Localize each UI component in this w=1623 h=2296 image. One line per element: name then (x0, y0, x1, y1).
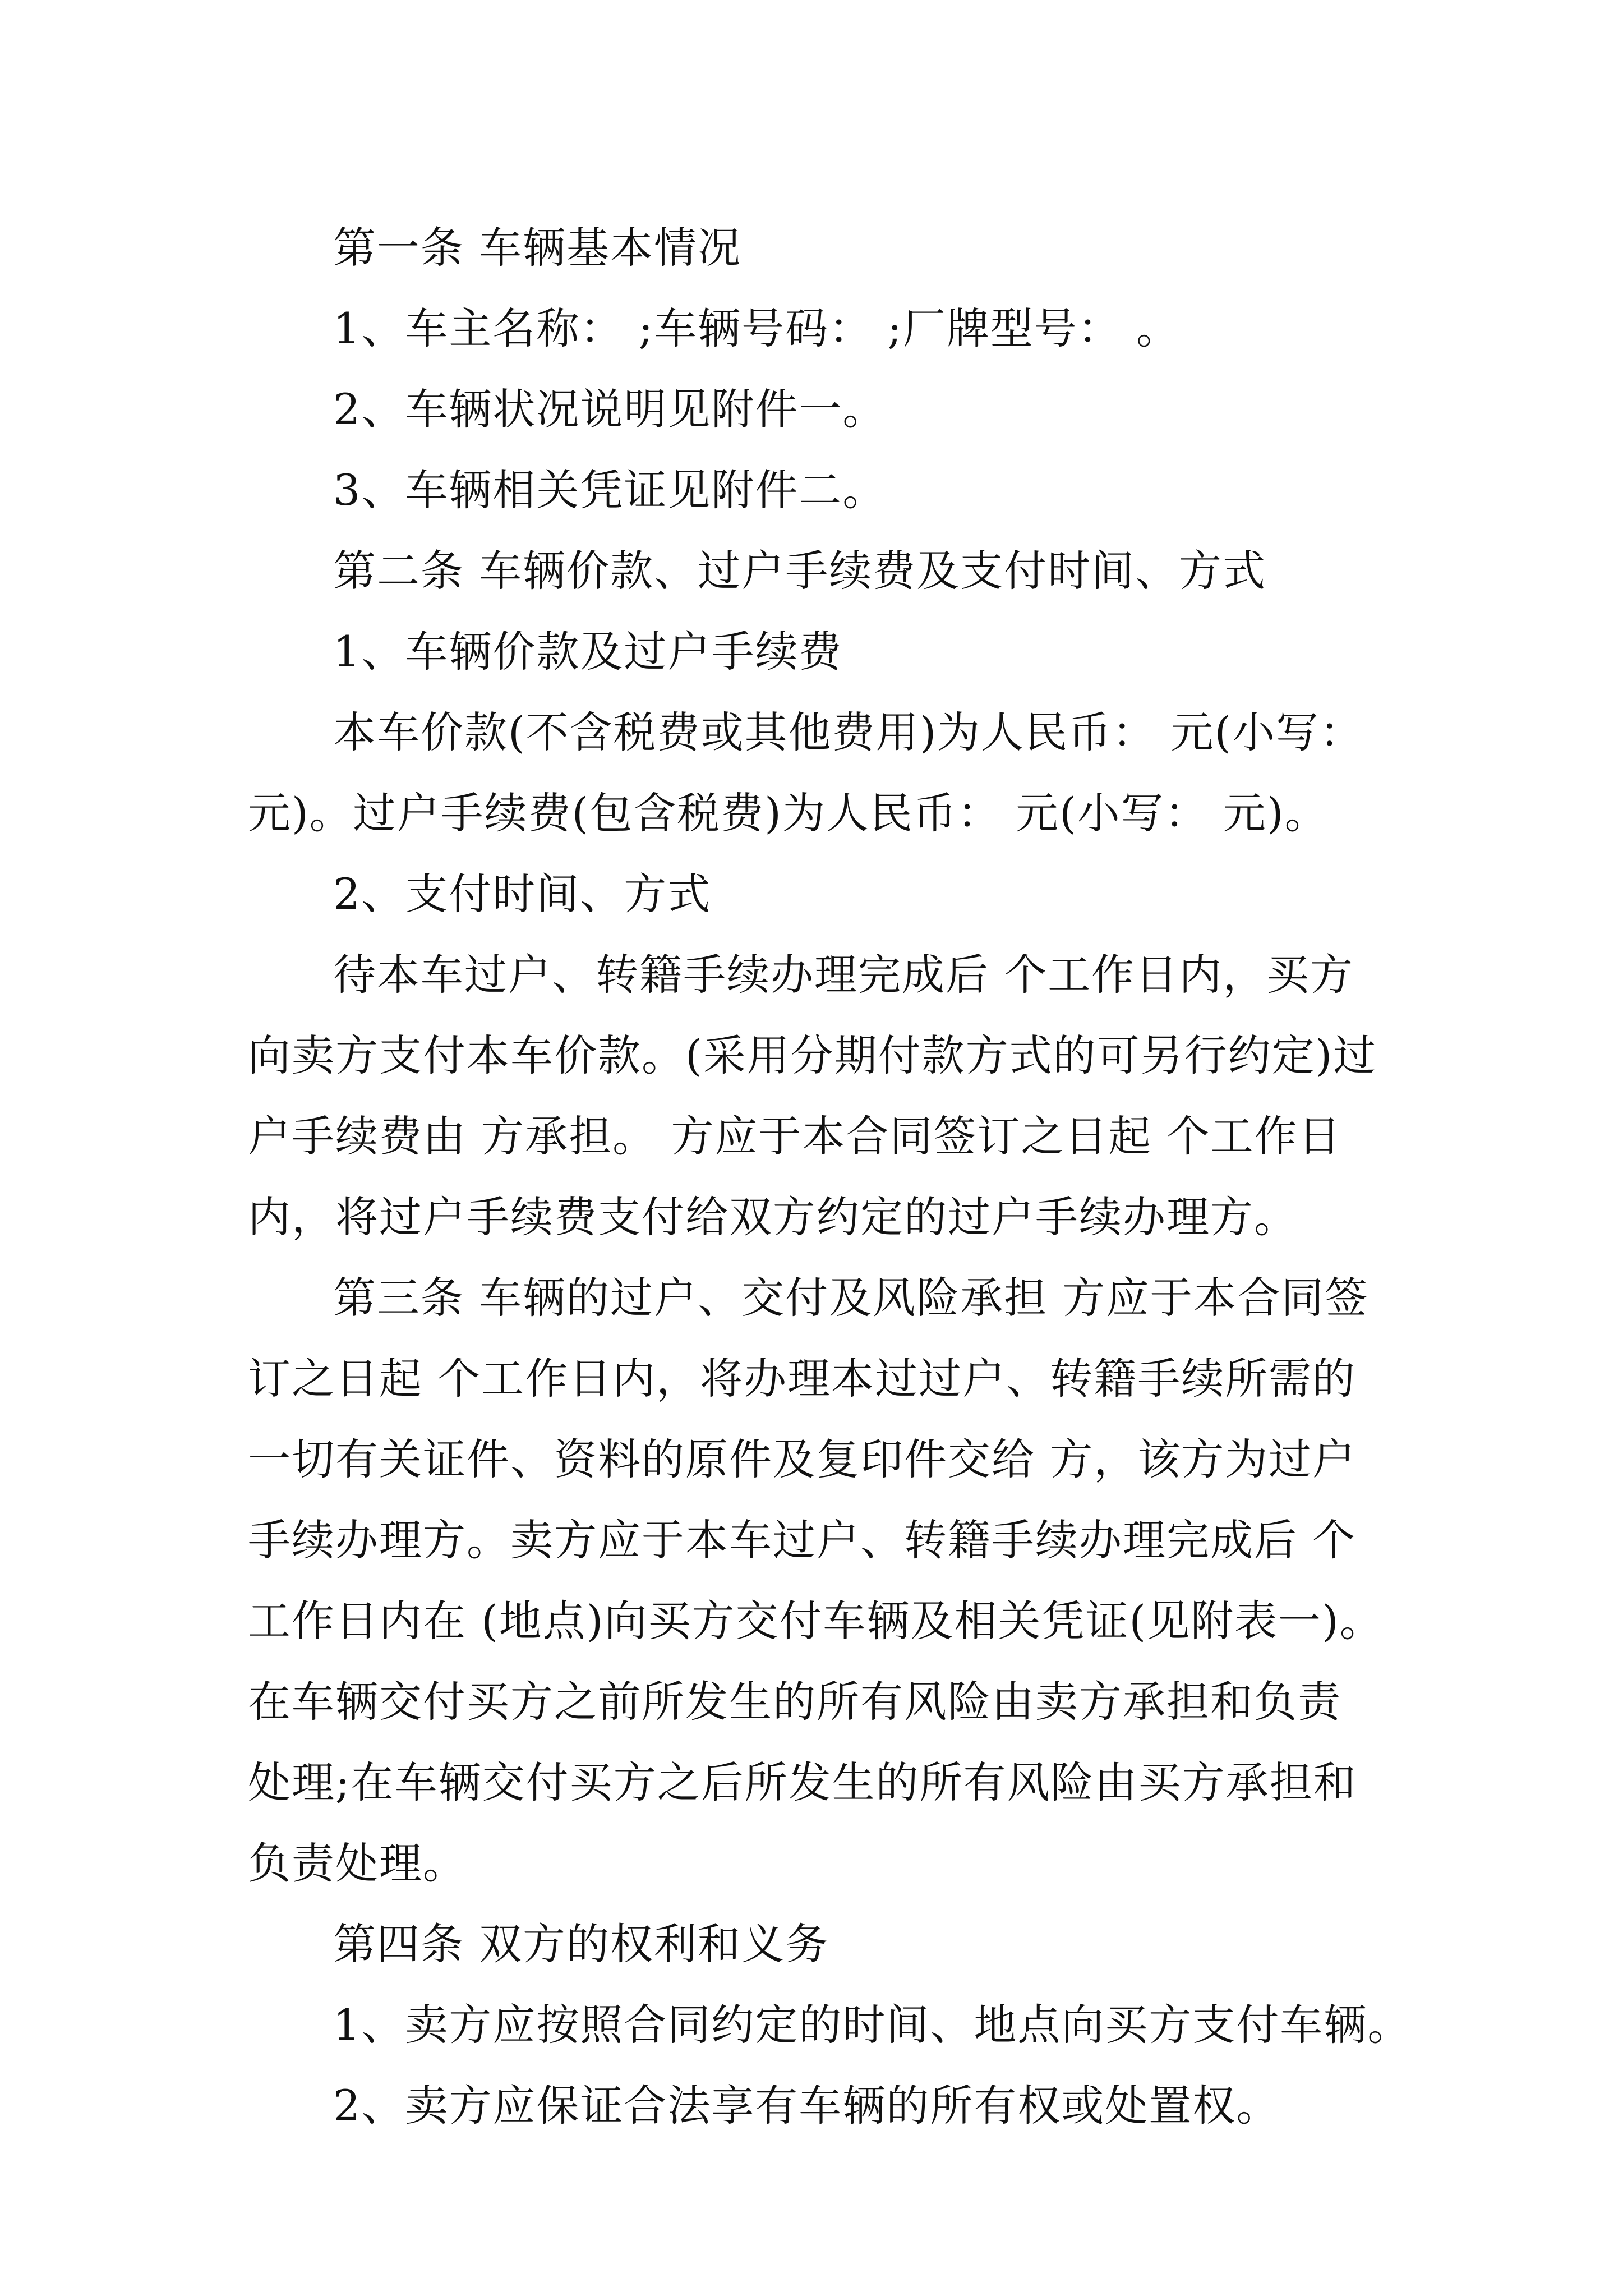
article-2-item-1: 1、车辆价款及过户手续费 (333, 627, 843, 677)
paragraph-line: 订之日起 个工作日内，将办理本过过户、转籍手续所需的 (248, 1354, 1357, 1404)
paragraph-line: 在车辆交付买方之前所发生的所有风险由卖方承担和负责 (248, 1677, 1341, 1727)
contract-body (248, 208, 1412, 2146)
article-2-item-2: 2、支付时间、方式 (333, 869, 712, 919)
paragraph-line: 工作日内在 (地点)向买方交付车辆及相关凭证(见附表一)。 (248, 1596, 1384, 1646)
paragraph-line: 向卖方支付本车价款。(采用分期付款方式的可另行约定)过 (248, 1030, 1377, 1080)
article-3-heading: 第三条 车辆的过户、交付及风险承担 方应于本合同签 (333, 1273, 1369, 1323)
article-1-heading: 第一条 车辆基本情况 (333, 223, 742, 273)
article-1-item-3: 3、车辆相关凭证见附件二。 (333, 465, 887, 515)
paragraph-line: 内，将过户手续费支付给双方约定的过户手续办理方。 (248, 1192, 1298, 1242)
article-1-item-2: 2、车辆状况说明见附件一。 (333, 384, 887, 434)
paragraph-line: 一切有关证件、资料的原件及复印件交给 方，该方为过户 (248, 1434, 1357, 1484)
paragraph-line: 手续办理方。卖方应于本车过户、转籍手续办理完成后 个 (248, 1515, 1357, 1565)
article-4-heading: 第四条 双方的权利和义务 (333, 1919, 829, 1969)
paragraph-line: 待本车过户、转籍手续办理完成后 个工作日内，买方 (333, 950, 1354, 1000)
paragraph-line: 户手续费由 方承担。 方应于本合同签订之日起 个工作日 (248, 1111, 1342, 1161)
article-1-item-1: 1、车主名称： ;车辆号码： ;厂牌型号： 。 (333, 303, 1181, 353)
paragraph-line: 本车价款(不含税费或其他费用)为人民币： 元(小写： (333, 707, 1364, 757)
article-4-item-1: 1、卖方应按照合同约定的时间、地点向买方支付车辆。 (333, 2000, 1412, 2050)
paragraph-line: 元)。过户手续费(包含税费)为人民币： 元(小写： 元)。 (248, 788, 1329, 838)
paragraph-line: 处理;在车辆交付买方之后所发生的所有风险由买方承担和 (248, 1757, 1357, 1807)
article-2-heading: 第二条 车辆价款、过户手续费及支付时间、方式 (333, 546, 1267, 596)
article-4-item-2: 2、卖方应保证合法享有车辆的所有权或处置权。 (333, 2081, 1280, 2131)
paragraph-line: 负责处理。 (248, 1838, 467, 1888)
